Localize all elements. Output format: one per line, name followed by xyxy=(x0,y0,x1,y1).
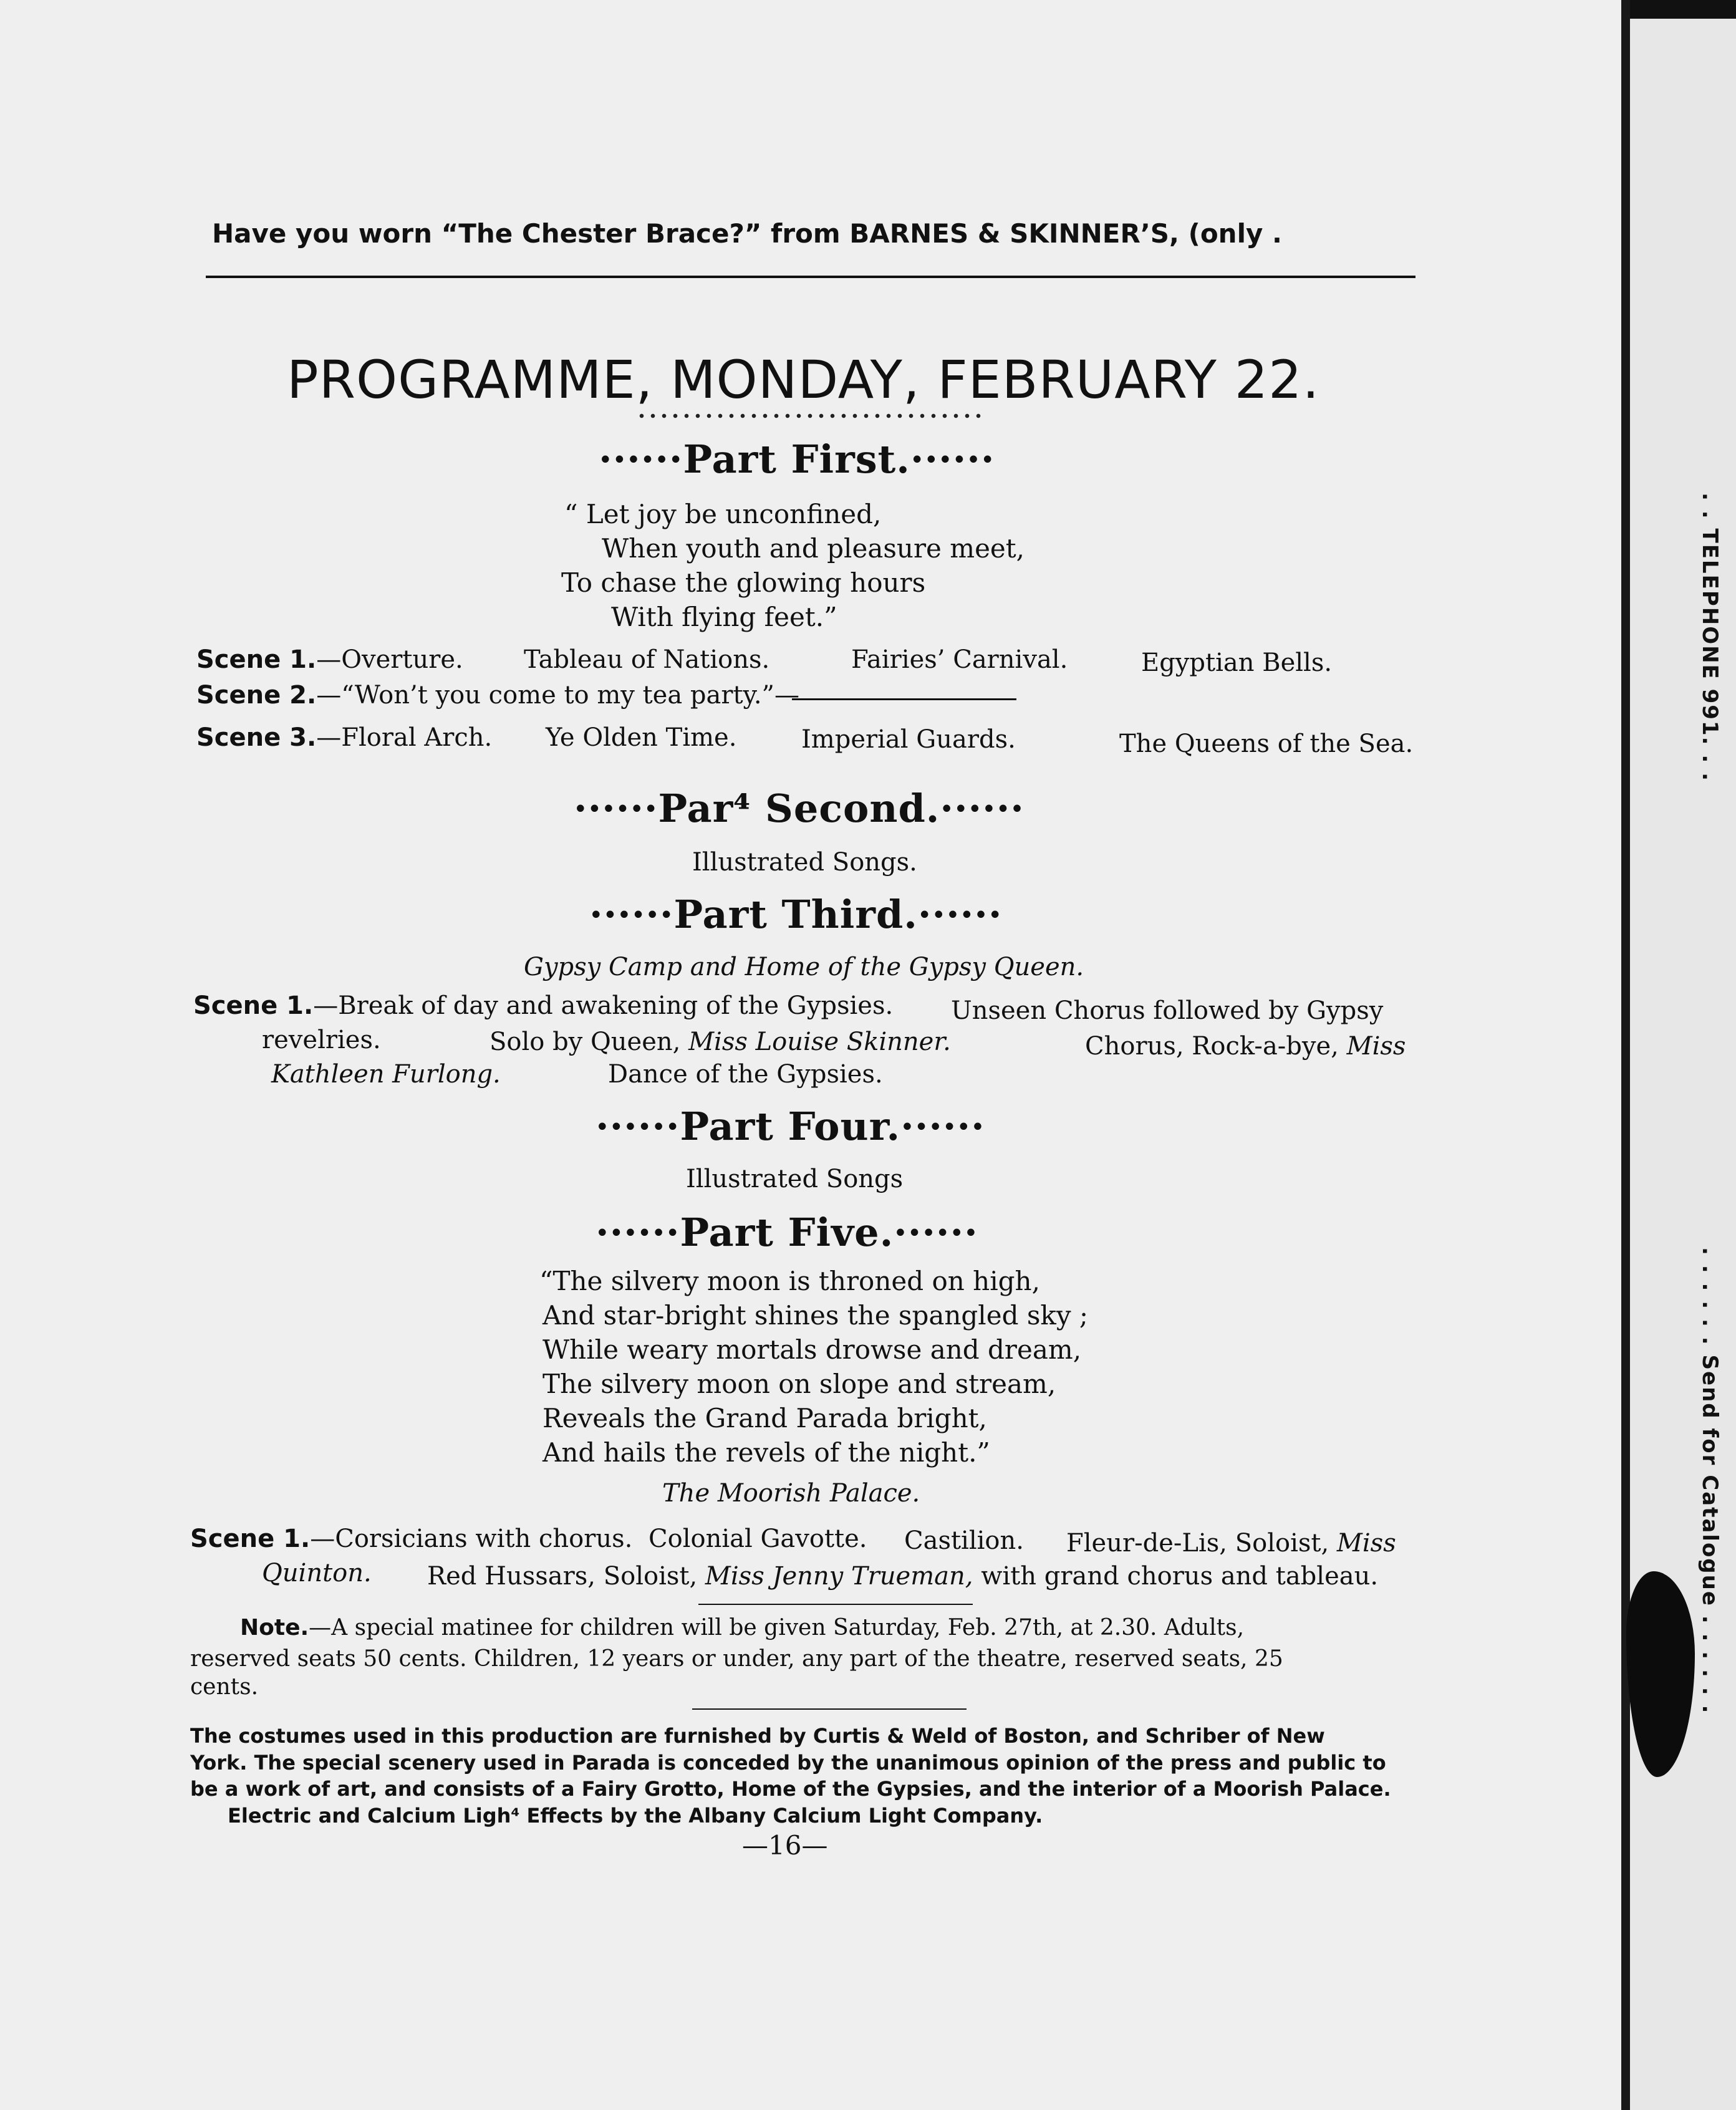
scene-text: —Break of day and awakening of the Gypsies. xyxy=(313,991,894,1020)
note-text: —A special matinee for children will be given Saturday, Feb. 27th, at 2.30. Adults, xyxy=(309,1615,1245,1640)
scene-text: Castilion. xyxy=(904,1526,1024,1555)
verse-line: When youth and pleasure meet, xyxy=(602,533,1025,564)
scene-text xyxy=(427,1562,1378,1591)
scene-text: revelries. xyxy=(262,1026,381,1054)
scene-label: Scene 2. xyxy=(196,681,317,710)
credit-line: be a work of art, and consists of a Fairy Grotto, Home of the Gypsies, and the interior of a Moorish Palace. xyxy=(190,1777,1391,1801)
part-four-subtitle: Illustrated Songs xyxy=(686,1165,904,1193)
part-third-subtitle: Gypsy Camp and Home of the Gypsy Queen. xyxy=(524,953,1084,981)
verse-line: The silvery moon on slope and stream, xyxy=(542,1369,1056,1399)
note-line: cents. xyxy=(190,1674,259,1700)
advert-product: “The Chester Brace?” xyxy=(441,218,762,249)
scene-text: Red Hussars, Soloist, xyxy=(427,1562,698,1591)
part-second-subtitle: Illustrated Songs. xyxy=(692,848,917,877)
scene-text: Unseen Chorus followed by Gypsy xyxy=(951,996,1384,1025)
scene-item: Tableau of Nations. xyxy=(524,645,770,674)
verse-line: And star-bright shines the spangled sky ; xyxy=(542,1300,1089,1331)
catalogue-margin-text: . . . . . . Send for Catalogue . . . . . . xyxy=(1697,1247,1722,1715)
verse-line: While weary mortals drowse and dream, xyxy=(542,1334,1082,1365)
scene-item: Ye Olden Time. xyxy=(546,723,737,752)
note-line xyxy=(240,1615,1244,1640)
part-five-heading: ······Part Five.······ xyxy=(596,1210,978,1255)
verse-line: With flying feet.” xyxy=(611,602,837,632)
scene-label xyxy=(196,645,463,674)
part-four-heading: ······Part Four.······ xyxy=(596,1104,985,1149)
verse-line: To chase the glowing hours xyxy=(561,567,926,598)
section-rule xyxy=(692,1708,967,1710)
scene-text: with grand chorus and tableau. xyxy=(981,1562,1379,1591)
verse-line: And hails the revels of the night.” xyxy=(542,1437,990,1468)
ornament-divider xyxy=(636,412,985,420)
scene-item: —Overture. xyxy=(316,645,463,674)
verse-line: Reveals the Grand Parada bright, xyxy=(542,1403,987,1433)
note-line: reserved seats 50 cents. Children, 12 years or under, any part of the theatre, reserved seats, 25 xyxy=(190,1646,1283,1672)
advert-line xyxy=(212,218,1282,249)
scene-label: Scene 1. xyxy=(193,991,314,1020)
credit-line: Electric and Calcium Ligh⁴ Effects by the Albany Calcium Light Company. xyxy=(228,1804,1043,1828)
scene-text xyxy=(1085,1032,1406,1061)
scene-item: Egyptian Bells. xyxy=(1141,648,1333,677)
credit-line: York. The special scenery used in Parada is conceded by the unanimous opinion of the press and public to xyxy=(190,1751,1386,1775)
performer-name: Kathleen Furlong. xyxy=(271,1060,501,1089)
scene-item: Fairies’ Carnival. xyxy=(851,645,1068,674)
scene-label: Scene 1. xyxy=(196,645,317,674)
scene-text: —Corsicians with chorus. xyxy=(310,1525,633,1553)
performer-name: Miss xyxy=(1336,1529,1396,1558)
scene-text: Fleur-de-Lis, Soloist, xyxy=(1066,1529,1329,1558)
scene-row xyxy=(190,1525,632,1553)
scene-label: Scene 3. xyxy=(196,723,317,752)
part-third-heading: ······Part Third.······ xyxy=(589,892,1003,937)
dark-edge xyxy=(1630,0,1736,19)
page-title: PROGRAMME, MONDAY, FEBRUARY 22. xyxy=(287,349,1320,410)
verse-line: “The silvery moon is throned on high, xyxy=(539,1266,1040,1296)
dash-rule xyxy=(792,698,1016,700)
performer-name: Miss xyxy=(1346,1032,1406,1061)
scene-text: Solo by Queen, xyxy=(489,1028,681,1056)
scene-text xyxy=(489,1028,951,1056)
scene-text: Chorus, Rock-a-bye, xyxy=(1085,1032,1339,1061)
performer-name: Miss Louise Skinner. xyxy=(688,1028,951,1056)
note-label: Note. xyxy=(240,1615,309,1640)
page-spine xyxy=(1621,0,1630,2110)
scene-text xyxy=(1066,1529,1396,1558)
scene-row xyxy=(196,723,492,752)
scene-text: Colonial Gavotte. xyxy=(649,1525,867,1553)
scene-row xyxy=(193,991,893,1020)
part-second-heading: ······Par⁴ Second.······ xyxy=(574,786,1025,831)
scene-row xyxy=(196,681,799,710)
verse-line: “ Let joy be unconfined, xyxy=(564,499,882,529)
telephone-margin-text: . . TELEPHONE 991. . . xyxy=(1697,493,1722,783)
part-five-subtitle: The Moorish Palace. xyxy=(662,1479,920,1508)
credit-line: The costumes used in this production are furnished by Curtis & Weld of Boston, and Schriber of New xyxy=(190,1724,1325,1748)
advert-prefix: Have you worn xyxy=(212,218,441,249)
advert-suffix: from BARNES & SKINNER’S, (only . xyxy=(761,218,1282,249)
header-rule xyxy=(206,276,1415,278)
scene-text: Dance of the Gypsies. xyxy=(608,1060,883,1089)
part-first-heading: ······Part First.······ xyxy=(599,436,995,482)
scene-item: Imperial Guards. xyxy=(801,725,1016,754)
scene-label: Scene 1. xyxy=(190,1525,311,1553)
section-rule xyxy=(698,1604,973,1605)
page-number: —16— xyxy=(742,1830,828,1861)
scene-item: The Queens of the Sea. xyxy=(1119,730,1414,758)
performer-name: Miss Jenny Trueman, xyxy=(705,1562,973,1591)
scene-item: —Floral Arch. xyxy=(316,723,493,752)
scene-item: —“Won’t you come to my tea party.”— xyxy=(316,681,800,710)
right-margin-strip xyxy=(1621,0,1736,2110)
performer-name: Quinton. xyxy=(262,1559,372,1587)
